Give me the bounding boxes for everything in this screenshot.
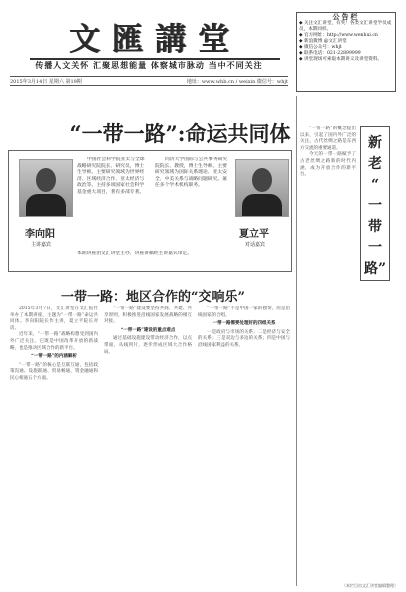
- notice-line: ◆ 官方网址：http://www.wenhui.cn: [299, 33, 378, 38]
- masthead: [10, 14, 288, 88]
- speaker2-bio: 同济大学国际与公共事务研究院院长、教授，博士生导师。主要研究领域为国际关系理论、亚太安全、中美关系与战略问题研究。兼任多个学术机构职务。: [155, 157, 228, 188]
- body-shape: [26, 194, 66, 216]
- notice-line: ◆ 关注文汇讲堂，有奖！各类文汇讲堂学员成员，本期同样。: [299, 21, 392, 32]
- speaker1-bio: 中国社会科学院亚太与全球战略研究院院长、研究员，博士生导师。主要研究领域为世界经济、区域经济合作、亚太经济与政治等。主持多项国家社会科学基金重大项目，著有多部专著。: [77, 157, 145, 195]
- speaker1-role: 主讲嘉宾: [31, 242, 52, 248]
- vertical-title-char: “: [370, 177, 380, 193]
- notice-line: ◆ 微信公众号：whjt: [299, 45, 342, 50]
- article-column-2: [104, 306, 192, 578]
- paragraph: 一是政府与市场的关系；二是经济与安全的关系；三是双边与多边的关系；四是中国与沿线国家利益的关系。: [198, 329, 290, 348]
- article-subtitle: 一带一路：地区合作的“交响乐”: [61, 290, 245, 305]
- vertical-title-box: [360, 126, 390, 281]
- vertical-title-char: 一: [368, 240, 382, 256]
- masthead-logo: [30, 14, 280, 60]
- dateline: [10, 76, 288, 86]
- head-shape: [252, 168, 272, 192]
- paragraph: 近年来，“一带一路”战略构想受到国内外广泛关注。它既是中国改革开放的新战略，也是推动区域合作的新平台。: [10, 332, 98, 351]
- section-heading: 一带一路需要处理好的四组关系: [212, 321, 276, 327]
- hero-footnote: 本期讲座由文汇讲堂主办，讲座讲稿经主讲嘉宾审定。: [77, 251, 193, 256]
- speaker1-photo: [19, 159, 73, 217]
- paragraph: 2015年3月7日，文汇讲堂在文汇报社举办了本期讲座，主题为“一带一路”命运共同体。李向阳院长作主讲，夏立平院长对话。: [10, 306, 98, 331]
- article-column-3: [198, 306, 290, 578]
- head-shape: [36, 168, 56, 192]
- notice-line: ◆ 新浪微博 @文汇讲堂: [299, 39, 347, 44]
- footer-note: （本栏目由文汇讲堂编辑整理）: [342, 583, 398, 588]
- speaker2-role: 对话嘉宾: [245, 242, 266, 248]
- paragraph: 通过基础设施建设带动经济合作，以点带面，从线到片，逐步形成区域大合作格局。: [104, 336, 192, 355]
- speaker1-name: 李向阳: [25, 229, 55, 240]
- section-heading: “一带一路”的内涵解析: [31, 354, 77, 360]
- vertical-title-char: 一: [368, 198, 382, 214]
- vertical-title-char: 带: [368, 219, 382, 235]
- masthead-slogan: 传播人文关怀 汇聚思想能量 体察城市脉动 当中不同关注: [35, 60, 263, 70]
- paragraph: “一带一路”的核心是互联互通，包括政策沟通、设施联通、贸易畅通、资金融通和民心相通五个方面。: [10, 362, 98, 381]
- paragraph: “一带一路”建设要坚持共商、共建、共享原则，积极推进沿线国家发展战略的相互对接。: [104, 306, 192, 325]
- site-address: 地址：www.whb.cn / weixin 微信号：whjt: [186, 79, 288, 85]
- logo-text: 文匯講堂: [69, 22, 241, 58]
- hero-title: “一带一路”:命运共同体: [69, 121, 291, 146]
- section-heading: “一带一路”建设的重点难点: [120, 327, 176, 333]
- right-intro-text: [300, 126, 356, 286]
- notice-line: ◆ 联系电话：021-22899999: [299, 51, 361, 56]
- body-shape: [242, 194, 282, 216]
- vertical-title-char: 新: [368, 135, 382, 151]
- notice-title: 公告栏: [332, 12, 360, 21]
- speaker2-photo: [235, 159, 289, 217]
- speaker2-name: 夏立平: [239, 229, 269, 240]
- paragraph: “一带一路”不是中国一家的独奏，而是沿线国家的合唱。: [198, 306, 290, 318]
- vertical-title-char: 路”: [363, 261, 387, 277]
- column-divider: [296, 96, 297, 586]
- notice-line: ◆ 讲堂现场可索取本期讲义及讲堂资料。: [299, 57, 383, 62]
- vertical-title-char: 老: [368, 156, 382, 172]
- issue-date: 2015年3月14日 星期六 第19期: [10, 79, 82, 85]
- notice-board: [296, 12, 396, 92]
- paragraph: 今天的一带一路赋予了古老丝绸之路新的时代内涵，成为开放合作的新平台。: [300, 152, 356, 178]
- article-column-1: [10, 306, 98, 578]
- speakers-box: [8, 150, 292, 272]
- paragraph: “一带一路”的概念提出以来，引起了国内外广泛的关注。古代丝绸之路是东西方交流的重要通道。: [300, 126, 356, 151]
